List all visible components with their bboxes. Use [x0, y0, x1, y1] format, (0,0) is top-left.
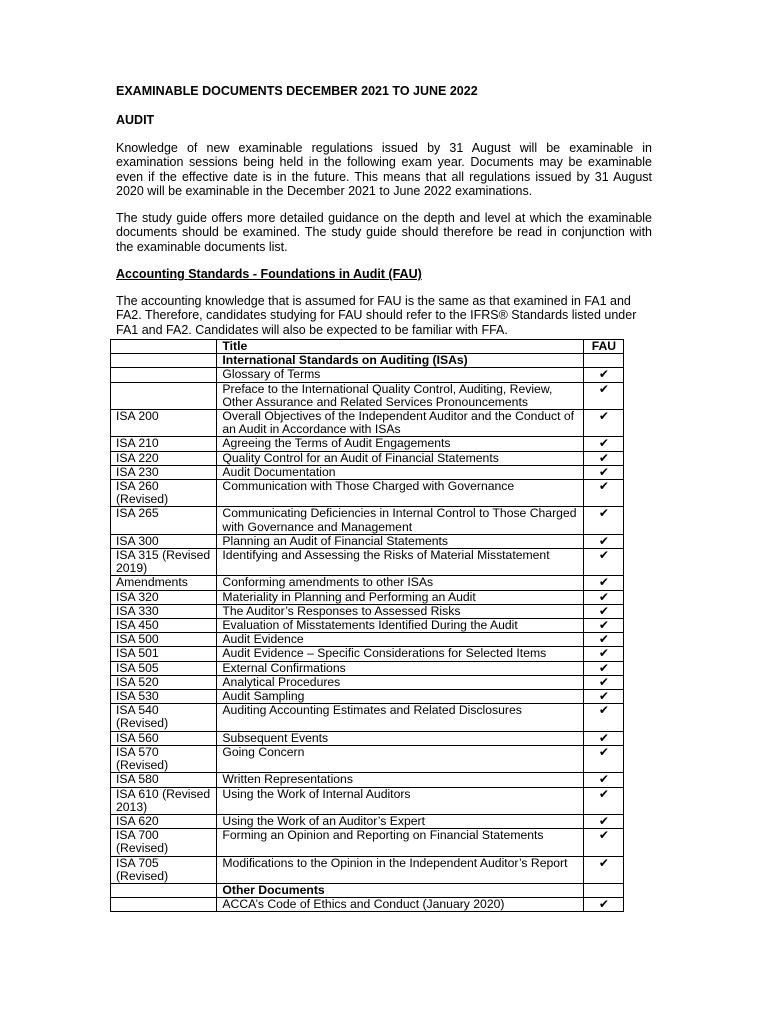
row-title-cell: Preface to the International Quality Control, Auditing, Review, Other Assurance and Related Services Pronouncements — [217, 382, 583, 409]
checkmark-icon: ✔ — [598, 786, 609, 801]
row-ref-cell: ISA 705 (Revised) — [111, 856, 217, 883]
row-title-cell: Other Documents — [217, 883, 583, 897]
row-title-cell: Agreeing the Terms of Audit Engagements — [217, 437, 583, 451]
row-ref-cell: ISA 260 (Revised) — [111, 480, 217, 507]
row-fau-cell — [583, 619, 623, 633]
row-ref-cell: ISA 210 — [111, 437, 217, 451]
checkmark-icon: ✔ — [598, 646, 609, 661]
row-ref-cell: ISA 330 — [111, 604, 217, 618]
row-title-cell: Audit Sampling — [217, 690, 583, 704]
row-fau-cell — [583, 368, 623, 382]
row-title-cell: Using the Work of Internal Auditors — [217, 787, 583, 814]
table-row — [111, 745, 624, 772]
row-fau-cell — [583, 590, 623, 604]
row-fau-cell — [583, 829, 623, 856]
row-ref-cell: ISA 200 — [111, 410, 217, 437]
row-title-cell: Quality Control for an Audit of Financial Statements — [217, 451, 583, 465]
table-row — [111, 773, 624, 787]
row-ref-cell: ISA 610 (Revised 2013) — [111, 787, 217, 814]
checkmark-icon: ✔ — [598, 381, 609, 396]
row-ref-cell: ISA 315 (Revised 2019) — [111, 549, 217, 576]
checkmark-icon: ✔ — [598, 632, 609, 647]
checkmark-icon: ✔ — [598, 533, 609, 548]
table-row — [111, 576, 624, 590]
table-row — [111, 465, 624, 479]
row-title-cell: Audit Evidence – Specific Considerations for Selected Items — [217, 647, 583, 661]
row-ref-cell: ISA 700 (Revised) — [111, 829, 217, 856]
paragraph-study-guide: The study guide offers more detailed guidance on the depth and level at which the examinable documents should be examined. The study guide should therefore be read in conjunction with the examinable documents list. — [116, 211, 652, 254]
table-row — [111, 661, 624, 675]
row-ref-cell: ISA 520 — [111, 675, 217, 689]
row-fau-cell — [583, 661, 623, 675]
checkmark-icon: ✔ — [598, 367, 609, 382]
checkmark-icon: ✔ — [598, 450, 609, 465]
header-ref-cell — [111, 340, 217, 354]
checkmark-icon: ✔ — [598, 897, 609, 912]
examinable-documents-table — [110, 339, 624, 912]
row-ref-cell: ISA 505 — [111, 661, 217, 675]
row-title-cell: Analytical Procedures — [217, 675, 583, 689]
row-title-cell: Materiality in Planning and Performing an Audit — [217, 590, 583, 604]
row-title-cell: Using the Work of an Auditor’s Expert — [217, 814, 583, 828]
table-row — [111, 604, 624, 618]
row-fau-cell — [583, 883, 623, 897]
row-title-cell: The Auditor’s Responses to Assessed Risks — [217, 604, 583, 618]
header-title-cell: Title — [217, 340, 583, 354]
row-fau-cell — [583, 549, 623, 576]
checkmark-icon: ✔ — [598, 589, 609, 604]
header-fau-cell: FAU — [583, 340, 623, 354]
row-ref-cell: ISA 500 — [111, 633, 217, 647]
checkmark-icon: ✔ — [598, 506, 609, 521]
checkmark-icon: ✔ — [598, 828, 609, 843]
row-fau-cell — [583, 814, 623, 828]
row-title-cell: Modifications to the Opinion in the Independent Auditor’s Report — [217, 856, 583, 883]
row-ref-cell: ISA 501 — [111, 647, 217, 661]
row-fau-cell — [583, 690, 623, 704]
row-ref-cell: ISA 560 — [111, 731, 217, 745]
row-title-cell: Communicating Deficiencies in Internal Control to Those Charged with Governance and Management — [217, 507, 583, 534]
table-row — [111, 534, 624, 548]
table-row — [111, 354, 624, 368]
row-title-cell: External Confirmations — [217, 661, 583, 675]
row-title-cell: Glossary of Terms — [217, 368, 583, 382]
checkmark-icon: ✔ — [598, 703, 609, 718]
checkmark-icon: ✔ — [598, 618, 609, 633]
table-row — [111, 704, 624, 731]
table-row — [111, 731, 624, 745]
table-row — [111, 829, 624, 856]
row-ref-cell: ISA 450 — [111, 619, 217, 633]
row-title-cell: Audit Documentation — [217, 465, 583, 479]
checkmark-icon: ✔ — [598, 464, 609, 479]
paragraph-regulations: Knowledge of new examinable regulations issued by 31 August will be examinable in examination sessions being held in the following exam year. Documents may be examinable even if the effective date is in the future. This means that all regulations issued by 31 August 2020 will be examinable in the December 2021 to June 2022 examinations. — [116, 141, 652, 198]
fau-subheading: Accounting Standards - Foundations in Audit (FAU) — [116, 267, 422, 282]
document-title: EXAMINABLE DOCUMENTS DECEMBER 2021 TO JUNE 2022 — [116, 84, 478, 98]
table-row — [111, 675, 624, 689]
row-ref-cell — [111, 354, 217, 368]
table-row — [111, 619, 624, 633]
checkmark-icon: ✔ — [598, 548, 609, 563]
row-fau-cell — [583, 787, 623, 814]
row-title-cell: Going Concern — [217, 745, 583, 772]
checkmark-icon: ✔ — [598, 855, 609, 870]
row-ref-cell: ISA 320 — [111, 590, 217, 604]
row-ref-cell — [111, 382, 217, 409]
row-fau-cell — [583, 507, 623, 534]
row-fau-cell — [583, 382, 623, 409]
checkmark-icon: ✔ — [598, 603, 609, 618]
row-ref-cell: ISA 230 — [111, 465, 217, 479]
checkmark-icon: ✔ — [598, 436, 609, 451]
row-fau-cell — [583, 480, 623, 507]
table-header-row — [111, 340, 624, 354]
row-title-cell: Forming an Opinion and Reporting on Financial Statements — [217, 829, 583, 856]
row-ref-cell: ISA 530 — [111, 690, 217, 704]
checkmark-icon: ✔ — [598, 772, 609, 787]
checkmark-icon: ✔ — [598, 660, 609, 675]
row-title-cell: Planning an Audit of Financial Statements — [217, 534, 583, 548]
table-row — [111, 883, 624, 897]
row-title-cell: Audit Evidence — [217, 633, 583, 647]
row-ref-cell: Amendments — [111, 576, 217, 590]
row-fau-cell — [583, 745, 623, 772]
table-row — [111, 451, 624, 465]
checkmark-icon: ✔ — [598, 674, 609, 689]
row-fau-cell — [583, 647, 623, 661]
row-title-cell: Auditing Accounting Estimates and Related Disclosures — [217, 704, 583, 731]
checkmark-icon: ✔ — [598, 689, 609, 704]
table-row — [111, 690, 624, 704]
row-fau-cell — [583, 465, 623, 479]
row-ref-cell — [111, 883, 217, 897]
checkmark-icon: ✔ — [598, 479, 609, 494]
row-fau-cell — [583, 354, 623, 368]
checkmark-icon: ✔ — [598, 575, 609, 590]
table-row — [111, 856, 624, 883]
row-fau-cell — [583, 675, 623, 689]
row-title-cell: Communication with Those Charged with Governance — [217, 480, 583, 507]
row-title-cell: ACCA’s Code of Ethics and Conduct (January 2020) — [217, 898, 583, 912]
table-row — [111, 590, 624, 604]
checkmark-icon: ✔ — [598, 730, 609, 745]
row-fau-cell — [583, 731, 623, 745]
row-title-cell: Conforming amendments to other ISAs — [217, 576, 583, 590]
row-fau-cell — [583, 604, 623, 618]
table-row — [111, 507, 624, 534]
row-fau-cell — [583, 576, 623, 590]
row-fau-cell — [583, 437, 623, 451]
table-row — [111, 898, 624, 912]
row-ref-cell — [111, 368, 217, 382]
row-ref-cell: ISA 300 — [111, 534, 217, 548]
row-ref-cell: ISA 570 (Revised) — [111, 745, 217, 772]
row-title-cell: Evaluation of Misstatements Identified During the Audit — [217, 619, 583, 633]
row-ref-cell: ISA 580 — [111, 773, 217, 787]
table-row — [111, 647, 624, 661]
row-fau-cell — [583, 856, 623, 883]
row-title-cell: Subsequent Events — [217, 731, 583, 745]
row-ref-cell: ISA 220 — [111, 451, 217, 465]
checkmark-icon: ✔ — [598, 409, 609, 424]
table-row — [111, 633, 624, 647]
table-row — [111, 787, 624, 814]
row-title-cell: Identifying and Assessing the Risks of Material Misstatement — [217, 549, 583, 576]
row-title-cell: Overall Objectives of the Independent Auditor and the Conduct of an Audit in Accordance with ISAs — [217, 410, 583, 437]
table-row — [111, 549, 624, 576]
row-fau-cell — [583, 773, 623, 787]
row-title-cell: International Standards on Auditing (ISAs) — [217, 354, 583, 368]
row-fau-cell — [583, 704, 623, 731]
row-fau-cell — [583, 410, 623, 437]
row-ref-cell: ISA 540 (Revised) — [111, 704, 217, 731]
table-row — [111, 368, 624, 382]
row-fau-cell — [583, 534, 623, 548]
row-ref-cell — [111, 898, 217, 912]
document-page — [116, 84, 652, 337]
table-row — [111, 437, 624, 451]
section-heading: AUDIT — [116, 113, 155, 127]
row-title-cell: Written Representations — [217, 773, 583, 787]
table-row — [111, 410, 624, 437]
row-fau-cell — [583, 451, 623, 465]
checkmark-icon: ✔ — [598, 744, 609, 759]
table-row — [111, 480, 624, 507]
checkmark-icon: ✔ — [598, 813, 609, 828]
table-row — [111, 382, 624, 409]
row-fau-cell — [583, 633, 623, 647]
row-fau-cell — [583, 898, 623, 912]
paragraph-fau-intro: The accounting knowledge that is assumed for FAU is the same as that examined in FA1 and FA2. Therefore, candidates studying for FAU should refer to the IFRS® Standards listed under FA1 and FA2. Candidates will also be expected to be familiar with FFA. — [116, 294, 637, 337]
row-ref-cell: ISA 265 — [111, 507, 217, 534]
row-ref-cell: ISA 620 — [111, 814, 217, 828]
table-row — [111, 814, 624, 828]
